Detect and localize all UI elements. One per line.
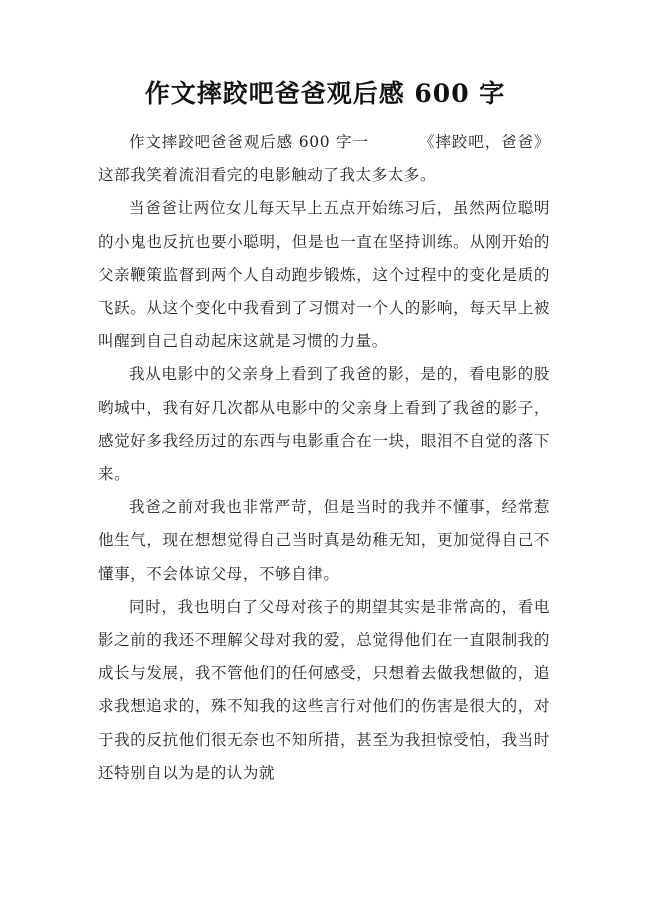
essay-body: [98, 126, 550, 790]
intro-rest: 这部我笑着流泪看完的电影触动了我太多太多。: [98, 166, 437, 185]
paragraph: 同时，我也明白了父母对孩子的期望其实是非常高的，看电影之前的我还不理解父母对我的爱，总觉得他们在一直限制我的成长与发展，我不管他们的任何感受，只想着去做我想做的，追求我想追求的，殊不知我的这些言行对他们的伤害是很大的，对于我的反抗他们很无奈也不知所措，甚至为我担惊受怕，我当时还特别自以为是的认为就: [98, 597, 550, 782]
paragraph: 我从电影中的父亲身上看到了我爸的影，是的，看电影的股哟城中，我有好几次都从电影中的父亲身上看到了我爸的影子，感觉好多我经历过的东西与电影重合在一块，眼泪不自觉的落下来。: [98, 365, 550, 484]
document-title: 作文摔跤吧爸爸观后感 600 字: [144, 79, 506, 108]
intro-paragraph: [98, 126, 550, 192]
intro-book-title: 《摔跤吧，爸爸》: [418, 133, 550, 151]
paragraph: 当爸爸让两位女儿每天早上五点开始练习后，虽然两位聪明的小鬼也反抗也要小聪明，但是也一直在坚持训练。从刚开始的父亲鞭策监督到两个人自动跑步锻炼，这个过程中的变化是质的飞跃。从这个变化中我看到了习惯对一个人的影响，每天早上被叫醒到自己自动起床这就是习惯的力量。: [98, 199, 550, 351]
paragraph: 我爸之前对我也非常严苛，但是当时的我并不懂事，经常惹他生气，现在想想觉得自己当时真是幼稚无知，更加觉得自己不懂事，不会体谅父母，不够自律。: [98, 498, 550, 583]
intro-prefix: 作文摔跤吧爸爸观后感 600 字一: [129, 133, 369, 151]
